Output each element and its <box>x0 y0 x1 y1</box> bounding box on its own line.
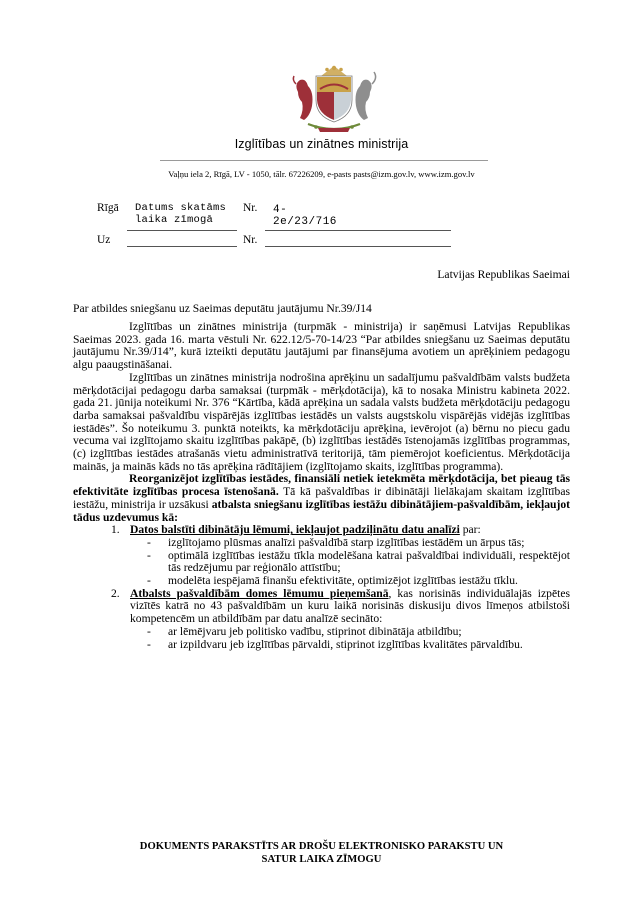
sub-item-text: izglītojamo plūsmas analīzi pašvaldībā starp izglītības iestādēm un ārpus tās; <box>168 535 525 549</box>
task-title: Datos balstīti dibinātāju lēmumi, iekļaujot padziļinātu datu analīzi <box>130 523 460 537</box>
task-sublist <box>130 626 570 651</box>
sub-item-text: optimālā izglītības iestāžu tīkla modelēšana katrai pašvaldībai individuāli, respektējot tās redzējumu par reģionālo attīstību; <box>168 548 570 575</box>
signature-notice <box>0 840 643 866</box>
dash-marker: - <box>147 624 151 638</box>
task-title: Atbalsts pašvaldībām domes lēmumu pieņemšanā <box>130 586 389 600</box>
signature-notice-line-1: DOKUMENTS PARAKSTĪTS AR DROŠU ELEKTRONISKO PARAKSTU UN <box>139 841 504 852</box>
task-sublist <box>130 537 570 588</box>
number-label: Nr. <box>243 202 258 214</box>
reply-number-underline <box>265 246 451 247</box>
sub-item-text: ar lēmējvaru jeb politisko vadību, stiprinot dibinātāja atbildību; <box>168 624 462 638</box>
task-number: 2. <box>111 586 120 600</box>
reply-number-label: Nr. <box>243 234 258 246</box>
task-item-1 <box>73 524 570 588</box>
date-value: Datums skatāms laika zīmogā <box>135 202 227 226</box>
sub-item <box>130 639 570 652</box>
task-tail: par: <box>459 523 481 537</box>
coat-of-arms-emblem <box>288 62 380 134</box>
reply-label: Uz <box>97 234 111 246</box>
sub-item-text: ar izpildvaru jeb izglītības pārvaldi, stiprinot izglītības kvalitātes pārvaldību. <box>168 637 523 651</box>
task-list <box>73 524 570 651</box>
paragraph-1: Izglītības un zinātnes ministrija (turpmāk - ministrija) ir saņēmusi Latvijas Republikas Saeimas 2023. gada 16. marta vēstuli Nr. 622.12/5-70-14/23 “Par atbildes sniegšanu uz Saeimas deputātu jautājumu Nr.39/J14”, kurā izteikti deputātu jautājumi par finansējuma avotiem un aprēķiniem pedagogu algu paaugstināšanai. <box>73 320 570 372</box>
addressee: Latvijas Republikas Saeimai <box>437 268 570 281</box>
ministry-name: Izglītības un zinātnes ministrija <box>234 137 409 151</box>
subject-line: Par atbildes sniegšanu uz Saeimas deputātu jautājumu Nr.39/J14 <box>73 302 372 315</box>
task-item-2 <box>73 588 570 652</box>
date-underline <box>127 230 237 231</box>
paragraph-3 <box>73 473 570 524</box>
dash-marker: - <box>147 637 151 651</box>
reply-date-underline <box>127 246 237 247</box>
header-divider <box>160 160 488 161</box>
dash-marker: - <box>147 548 151 562</box>
dash-marker: - <box>147 535 151 549</box>
paragraph-3-bold-lead: Reorganizējot izglītības iestādes, finansiāli netiek ietekmēta mērķdotācija, bet pieaug tās efektivitāte izglītības procesa īstenošanā. <box>73 472 570 499</box>
sub-item-text: modelēta iespējamā finanšu efektivitāte, optimizējot izglītības iestāžu tīklu. <box>168 574 518 588</box>
number-value: 4-2e/23/716 <box>273 204 337 228</box>
task-tail: , kas norisinās individuālajās izpētes vizītēs katrā no 43 pašvaldībām un kuru laikā norisinās diskusiju divos līmeņos atbilstoši kompetencēm un atbildībām par datu analīzē secināto: <box>130 586 570 626</box>
sub-item <box>130 550 570 575</box>
letter-body <box>73 321 570 651</box>
signature-notice-line-2: SATUR LAIKA ZĪMOGU <box>261 854 382 865</box>
dash-marker: - <box>147 574 151 588</box>
paragraph-3-bold-tail: atbalsta sniegšanu izglītības iestāžu dibinātājiem-pašvaldībām, iekļaujot tādus uzdevumus kā: <box>73 497 570 524</box>
paragraph-3-text: Tā kā pašvaldības ir dibinātāji lielākajam skaitam izglītības iestāžu, ministrija ir uzsākusi <box>73 485 570 511</box>
ministry-address: Vaļņu iela 2, Rīgā, LV - 1050, tālr. 67226209, e-pasts pasts@izm.gov.lv, www.izm.gov.lv <box>168 169 475 179</box>
place-label: Rīgā <box>97 202 119 214</box>
number-underline <box>265 230 451 231</box>
paragraph-2: Izglītības un zinātnes ministrija nodrošina aprēķinu un sadalījumu pašvaldībām valsts budžeta mērķdotācijai pedagogu darba samaksai (turpmāk - mērķdotācija), kā to nosaka Ministru kabineta 2022. gada 21. jūnija noteikumi Nr. 376 “Kārtība, kādā aprēķina un sadala valsts budžeta mērķdotāciju pedagogu darba samaksai pašvaldību vispārējās izglītības iestādēs un valsts augstskolu vispārējās vidējās izglītības iestādēs”. Šo noteikumu 3. punktā noteikts, ka mērķdotāciju aprēķina, ievērojot (a) bērnu no piecu gadu vecuma vai izglītojamo skaitu izglītības pakāpē, (b) izglītības iestādēs īstenojamās izglītības programmas, (c) izglītības iestādes atrašanās vietu administratīvā teritorijā, tām piemērojot koeficientus. Mērķdotācija mainās, ja mainās kāds no tās aprēķina rādītājiem (izglītojamo skaits, izglītības programma). <box>73 370 570 473</box>
task-number: 1. <box>111 523 120 537</box>
